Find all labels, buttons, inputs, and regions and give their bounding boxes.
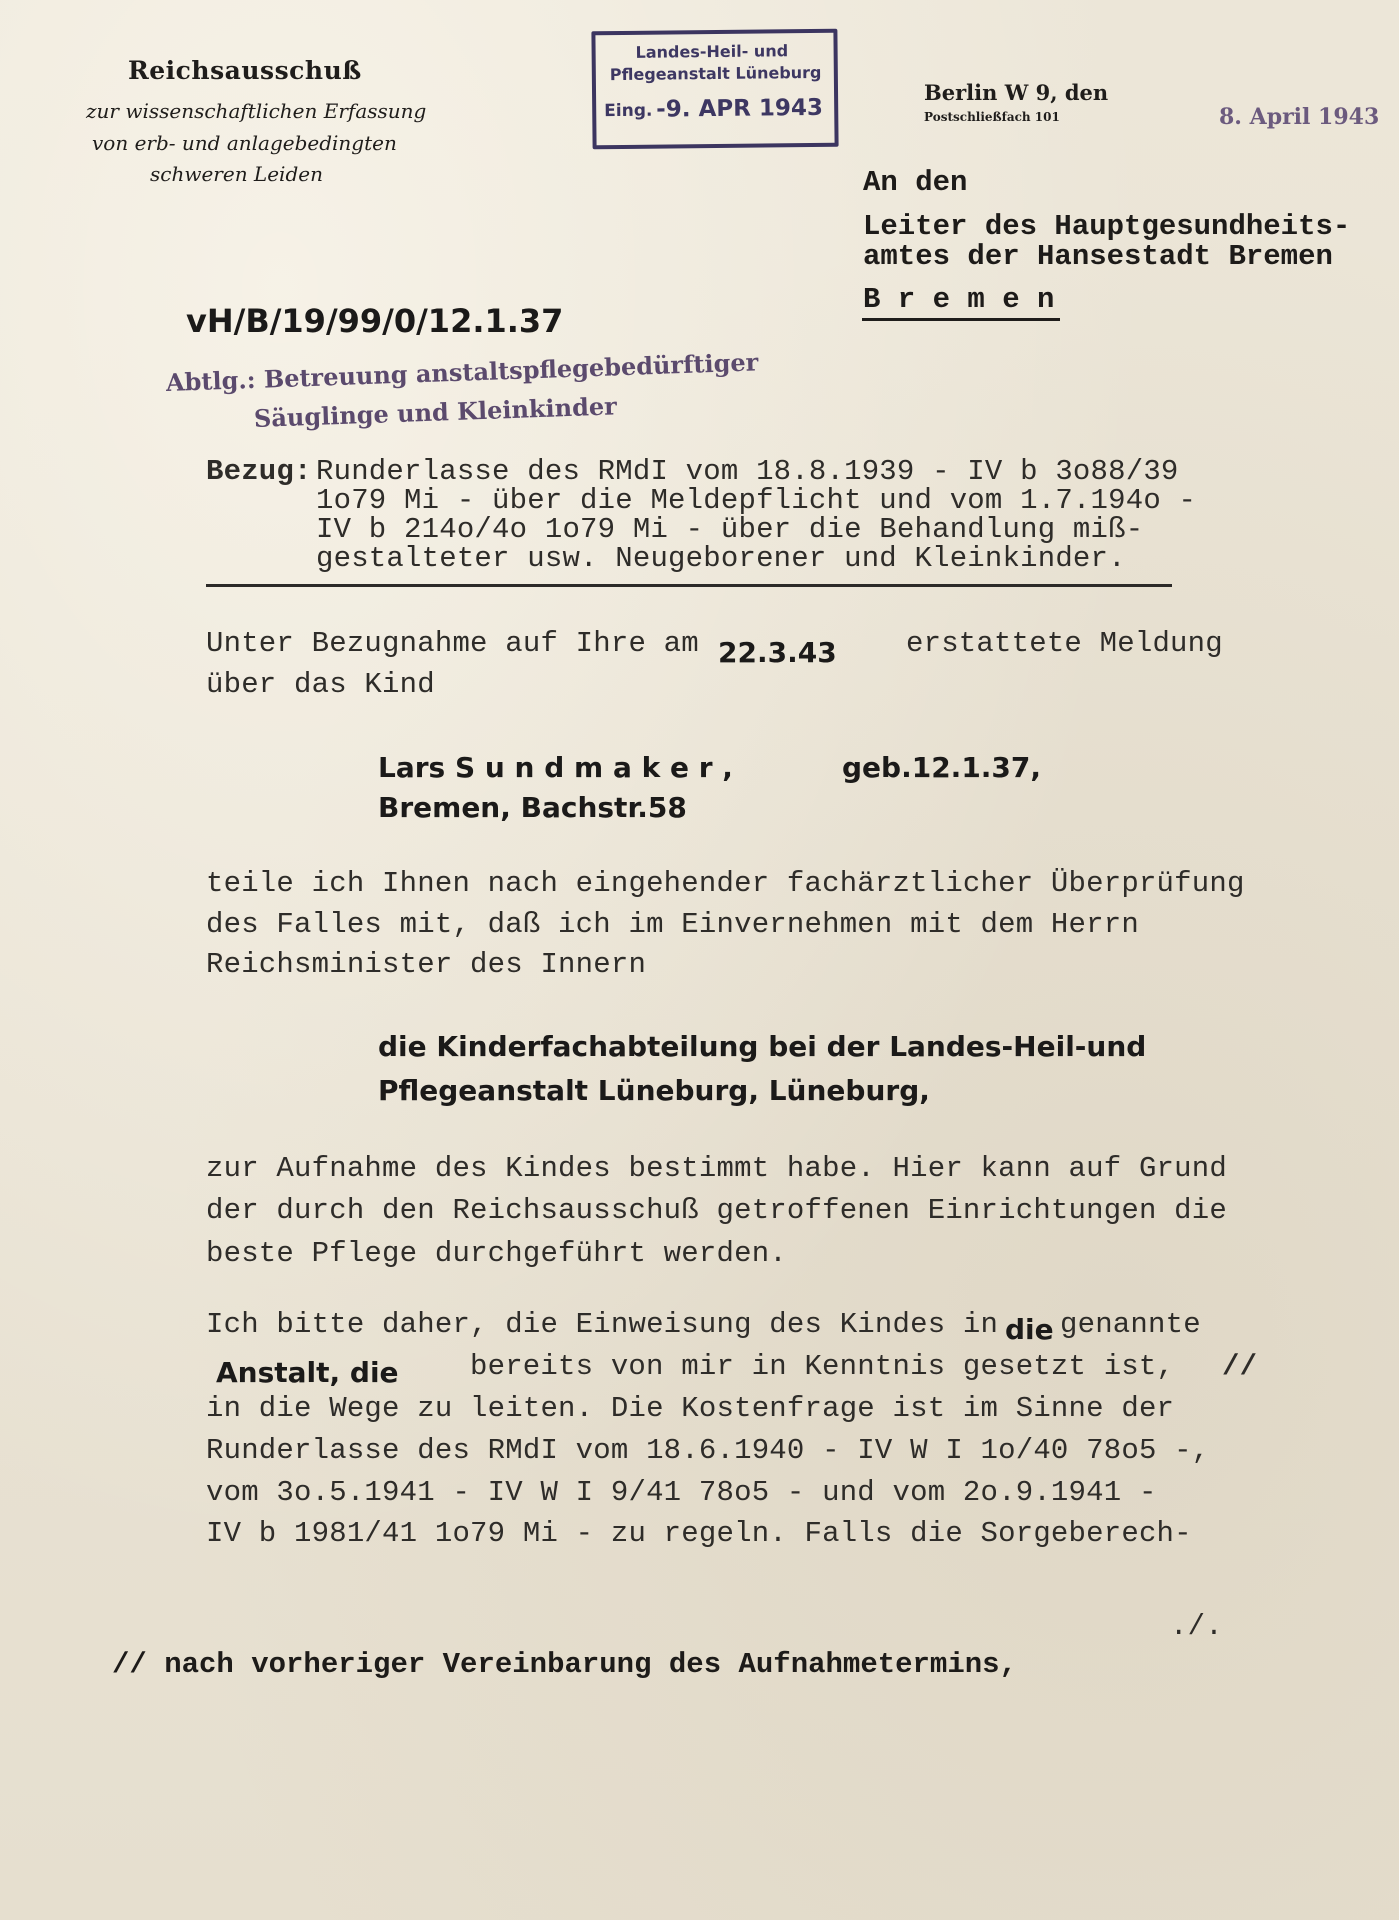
child-birthdate: geb.12.1.37, xyxy=(842,751,1042,784)
para1-line-3: Reichsminister des Innern xyxy=(206,948,647,981)
para3-inserted-die: die xyxy=(1005,1313,1054,1346)
intro-text-a: Unter Bezugnahme auf Ihre am xyxy=(206,627,699,660)
para2-line-2: der durch den Reichsausschuß getroffenen Einrichtungen die xyxy=(206,1194,1227,1227)
separator-rule xyxy=(206,584,1172,587)
letterhead-line-1: zur wissenschaftlichen Erfassung xyxy=(86,99,427,123)
receipt-stamp xyxy=(591,29,838,150)
para3-line-2: bereits von mir in Kenntnis gesetzt ist, xyxy=(470,1350,1175,1383)
bezug-line-4: gestalteter usw. Neugeborener und Kleinkinder. xyxy=(316,542,1126,575)
bezug-label: Bezug: xyxy=(206,455,312,488)
intro-text-c: über das Kind xyxy=(206,668,435,701)
para1-line-2: des Falles mit, daß ich im Einvernehmen mit dem Herrn xyxy=(206,908,1139,941)
place-postbox: Postschließfach 101 xyxy=(924,110,1060,124)
para3-line-6: IV b 1981/41 1o79 Mi - zu regeln. Falls die Sorgeberech- xyxy=(206,1517,1192,1550)
reference-number: vH/B/19/99/0/12.1.37 xyxy=(186,302,564,340)
bezug-line-1: Runderlasse des RMdI vom 18.8.1939 - IV b 3o88/39 xyxy=(316,455,1179,488)
bleed-through-mark xyxy=(940,322,945,352)
para3-insert-mark: // xyxy=(1222,1350,1258,1383)
department-stamp-line-1: Abtlg.: Betreuung anstaltspflegebedürftiger xyxy=(165,347,759,397)
para1-line-1: teile ich Ihnen nach eingehender fachärztlicher Überprüfung xyxy=(206,867,1245,900)
para3-line-1b: genannte xyxy=(1060,1308,1201,1341)
institution-line-2: Pflegeanstalt Lüneburg, Lüneburg, xyxy=(378,1074,930,1107)
intro-text-b: erstattete Meldung xyxy=(906,627,1223,660)
institution-line-1: die Kinderfachabteilung bei der Landes-Heil-und xyxy=(378,1030,1147,1063)
stamp-line-1: Landes-Heil- und xyxy=(635,41,789,62)
bezug-line-3: IV b 214o/4o 1o79 Mi - über die Behandlung miß- xyxy=(316,513,1144,546)
stamp-eing-label: Eing. xyxy=(604,100,653,122)
para3-line-5: vom 3o.5.1941 - IV W I 9/41 78o5 - und vom 2o.9.1941 - xyxy=(206,1476,1157,1509)
child-address: Bremen, Bachstr.58 xyxy=(378,791,687,824)
report-date: 22.3.43 xyxy=(718,636,837,669)
department-stamp-line-2: Säuglinge und Kleinkinder xyxy=(253,391,618,433)
recipient-line-1: An den xyxy=(863,166,968,199)
recipient-line-3: amtes der Hansestadt Bremen xyxy=(863,240,1333,273)
place-city: Berlin W 9, den xyxy=(924,80,1109,105)
recipient-line-2: Leiter des Hauptgesundheits- xyxy=(863,210,1351,243)
para2-line-3: beste Pflege durchgeführt werden. xyxy=(206,1237,787,1270)
recipient-underline xyxy=(862,318,1060,321)
letterhead-title: Reichsausschuß xyxy=(128,56,362,85)
insertion-footnote: // nach vorheriger Vereinbarung des Aufnahmetermins, xyxy=(112,1648,1017,1681)
recipient-line-4: B r e m e n xyxy=(863,283,1055,316)
para2-line-1: zur Aufnahme des Kindes bestimmt habe. Hier kann auf Grund xyxy=(206,1152,1227,1185)
para3-line-1a: Ich bitte daher, die Einweisung des Kindes in xyxy=(206,1308,999,1341)
stamp-line-2: Pflegeanstalt Lüneburg xyxy=(609,62,822,85)
letterhead-line-2: von erb- und anlagebedingten xyxy=(92,131,397,155)
stamp-eing-date: -9. APR 1943 xyxy=(656,94,824,123)
continued-mark: ./. xyxy=(1170,1610,1223,1643)
child-name: Lars S u n d m a k e r , xyxy=(378,751,733,784)
letterhead-line-3: schweren Leiden xyxy=(150,162,323,186)
para3-line-4: Runderlasse des RMdI vom 18.6.1940 - IV W I 1o/40 78o5 -, xyxy=(206,1434,1210,1467)
para3-line-3: in die Wege zu leiten. Die Kostenfrage ist im Sinne der xyxy=(206,1392,1175,1425)
para3-inserted-anstalt: Anstalt, die xyxy=(216,1356,399,1389)
letter-date: 8. April 1943 xyxy=(1219,104,1380,130)
bezug-line-2: 1o79 Mi - über die Meldepflicht und vom 1.7.194o - xyxy=(316,484,1197,517)
